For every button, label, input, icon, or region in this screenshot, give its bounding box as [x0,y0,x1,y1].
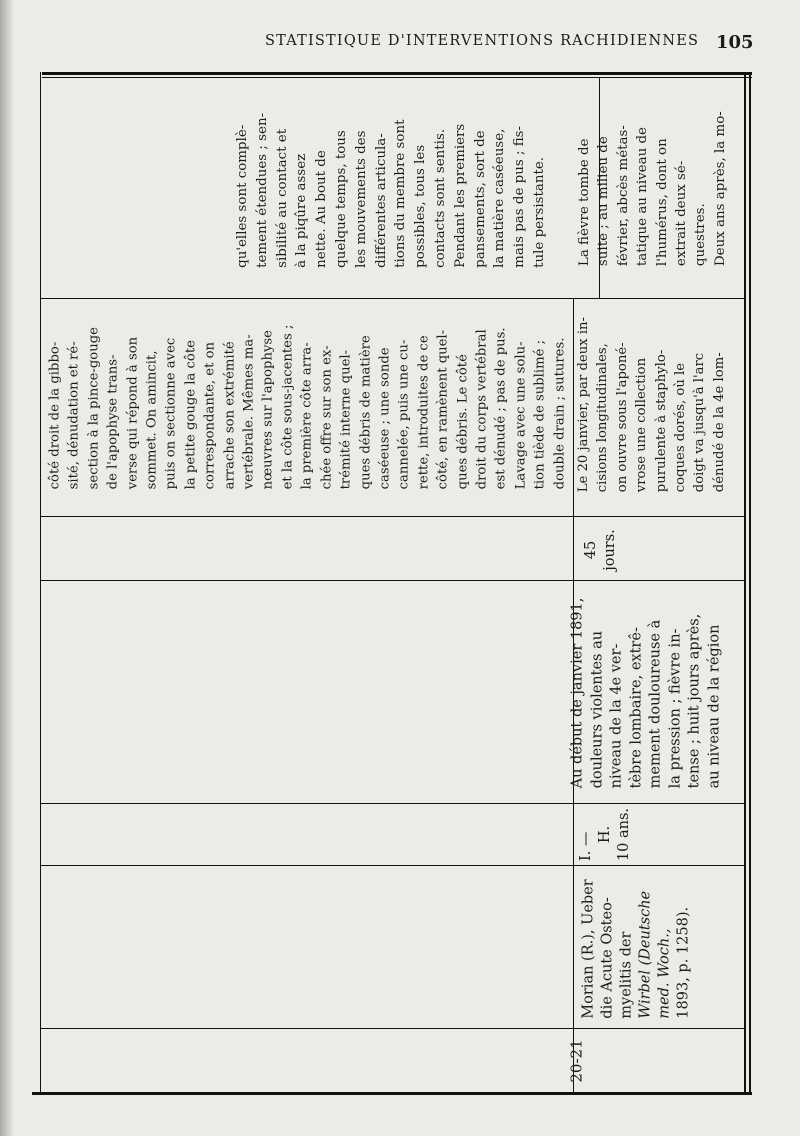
operation-line: doigt va jusqu'à l'arc [692,353,708,493]
result-line: les mouvements des [354,130,370,268]
operation-line: côté droit de la gibbo- [47,341,63,490]
author-line: med. Woch., [657,928,673,1019]
author-line: Morian (R.), Ueber [581,879,597,1019]
page-number: 105 [716,32,754,53]
cell-result-previous [232,80,552,300]
operation-line: arrache son extrémité [221,341,237,490]
operation-line: cisions longitudinales, [595,343,611,493]
result-line: extrait deux sé- [673,161,689,267]
result-line: tule persistante. [532,156,548,268]
result-line: suite ; au milieu de [595,136,611,267]
table-left-rule [40,72,41,1092]
case-number-text: 20-21 [568,1039,586,1083]
operation-line: trémité interne quel- [338,349,354,490]
cell-delay [576,520,626,580]
operation-line: sité, dénudation et ré- [66,341,82,490]
history-line: Au début de janvier 1891, [569,597,586,789]
result-line: Pendant les premiers [453,123,469,268]
column-boundary-5 [40,516,744,517]
sex-age-line: I. — [578,831,595,861]
operation-line: double drain ; sutures. [551,337,567,490]
column-boundary-4 [40,580,744,581]
result-line: pansements, sort de [473,130,489,268]
operation-line: tion tiède de sublimé ; [532,339,548,490]
history-line: mement douloureuse à [647,619,664,789]
author-line: die Acute Osteo- [600,897,616,1019]
operation-line: on ouvre sous l'aponé- [615,342,631,493]
column-boundary-2 [40,865,744,866]
operation-line: est dénudé ; pas de pus. [493,327,509,490]
history-line: tèbre lombaire, extrê- [627,627,644,789]
result-line: tement étendues ; sen- [255,112,271,268]
result-line: possibles, tous les [413,144,429,268]
result-line: La fièvre tombe de [576,138,592,267]
author-line: 1893, p. 1258). [676,906,692,1019]
history-line: douleurs violentes au [588,630,605,789]
result-line: mais pas de pus ; fis- [512,125,528,268]
operation-line: droit du corps vertébral [473,329,489,490]
operation-line: la petite gouge la côte [182,340,198,490]
cell-operation-previous [42,300,572,514]
cell-sex-age [576,805,636,863]
delay-line: jours. [601,529,618,571]
table-right-rule-outer [749,72,751,1092]
operation-line: coques dorés, où le [673,363,689,493]
table-right-rule [744,72,746,1092]
result-line: contacts sont sentis. [433,128,449,268]
operation-line: rette, introduites de ce [415,335,431,490]
cell-author-reference [572,870,702,1028]
result-line: la matière caséeuse, [492,128,508,268]
result-line: Deux ans après, la mo- [712,111,728,267]
history-line: tense ; huit jours après, [686,613,703,789]
operation-line: sommet. On amincit, [144,350,160,490]
operation-line: nœuvres sur l'apophyse [260,330,276,490]
result-line: questres. [692,203,708,267]
operation-line: vertébrale. Mêmes ma- [241,334,257,490]
history-line: la pression ; fièvre in- [666,628,683,789]
cell-case-number [548,1030,606,1092]
operation-line: dénudé de la 4e lom- [712,352,728,493]
result-line: quelque temps, tous [334,129,350,268]
operation-line: et la côte sous-jacentes ; [279,324,295,490]
operation-line: correspondante, et on [202,341,218,490]
result-line: à la piqûre assez [295,153,311,268]
table-bottom-rule [32,1092,752,1095]
cell-history [566,582,726,804]
operation-line: chée offre sur son ex- [318,345,334,490]
running-header: STATISTIQUE D'INTERVENTIONS RACHIDIENNES [265,33,700,49]
table-top-rule-thin [42,77,752,78]
result-line: tatique au niveau de [634,127,650,267]
operation-line: côté, en ramènent quel- [435,329,451,490]
cell-result-current [574,82,730,296]
result-line: différentes articula- [374,132,390,268]
operation-line: ques débris de matière [357,335,373,490]
result-line: qu'elles sont complè- [235,124,251,268]
cell-operation-current [572,296,732,514]
operation-line: purulente à staphylo- [654,350,669,493]
author-line: Wirbel (Deutsche [638,890,654,1019]
table-top-rule [42,72,752,75]
author-line: myelitis der [619,931,635,1019]
operation-line: cannelée, puis une cu- [396,339,412,490]
operation-line: verse qui répond à son [124,336,140,490]
operation-line: de l'apophyse trans- [105,354,121,490]
operation-line: puis on sectionne avec [163,337,179,490]
history-line: au niveau de la région [705,624,722,789]
operation-line: section à la pince-gouge [85,327,101,490]
operation-line: caséeuse ; une sonde [376,347,392,490]
sex-age-line: H. [597,825,614,843]
operation-line: vrose une collection [634,358,650,493]
result-line: nette. Au bout de [314,149,330,268]
result-line: tions du membre sont [393,119,409,268]
operation-line: Lavage avec une solu- [512,341,528,490]
result-line: février, abcès métas- [615,125,631,267]
operation-line: la première côte arra- [299,342,315,490]
operation-line: ques débris. Le côté [454,354,470,490]
result-line: l'humérus, dont on [654,138,669,267]
result-line: sibilité au contact et [275,128,291,268]
sex-age-line: 10 ans. [616,807,633,861]
history-line: niveau de la 4e ver- [608,643,625,789]
page-edge-shadow [0,0,14,1136]
column-boundary-1 [40,1028,744,1029]
delay-line: 45 [582,540,599,560]
operation-line: Le 20 janvier, par deux in- [576,317,592,493]
